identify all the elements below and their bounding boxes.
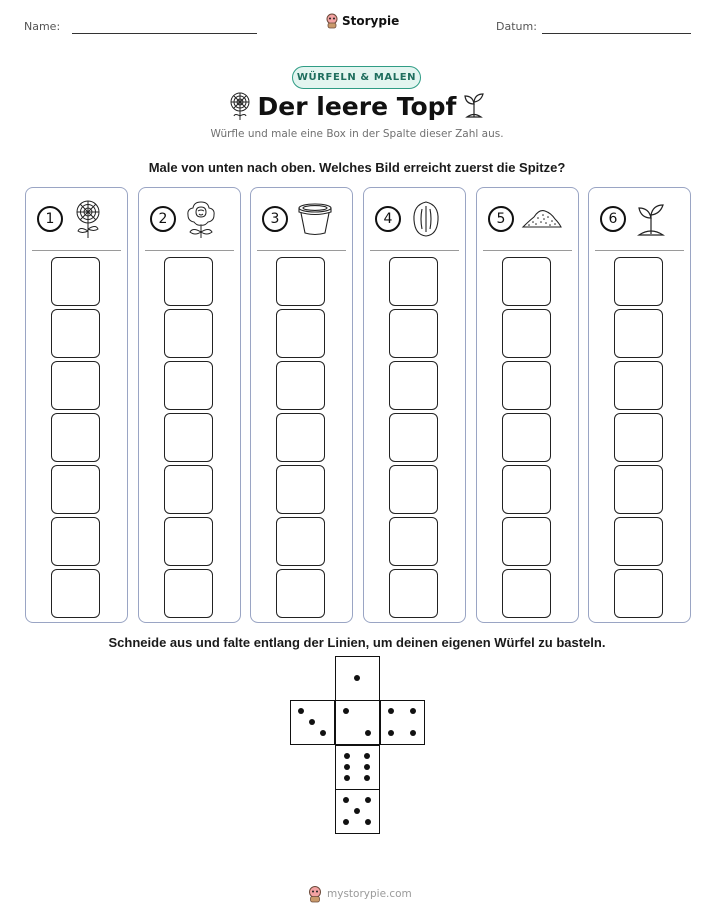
- color-box[interactable]: [502, 569, 551, 618]
- die-pip: [344, 764, 350, 770]
- die-face-5: [335, 789, 380, 834]
- chrysanthemum-flower-icon: [70, 199, 106, 239]
- column-2: [138, 187, 241, 623]
- color-box[interactable]: [502, 257, 551, 306]
- footer: [307, 885, 412, 903]
- color-box[interactable]: [389, 413, 438, 462]
- column-number: 3: [262, 206, 288, 232]
- column-divider: [483, 250, 572, 251]
- color-box[interactable]: [502, 413, 551, 462]
- color-box[interactable]: [276, 569, 325, 618]
- die-face-3: [290, 700, 335, 745]
- color-box[interactable]: [502, 309, 551, 358]
- column-header: [251, 188, 352, 250]
- color-box[interactable]: [51, 309, 100, 358]
- peony-flower-icon: [183, 199, 219, 239]
- column-number: 6: [600, 206, 626, 232]
- column-header: [364, 188, 465, 250]
- color-box[interactable]: [51, 361, 100, 410]
- name-label: Name:: [24, 20, 61, 33]
- page-subtitle: Würfle und male eine Box in der Spalte dieser Zahl aus.: [210, 128, 504, 140]
- column-number: 4: [375, 206, 401, 232]
- color-box[interactable]: [276, 517, 325, 566]
- color-box[interactable]: [51, 257, 100, 306]
- color-box[interactable]: [276, 257, 325, 306]
- color-box[interactable]: [614, 569, 663, 618]
- color-box[interactable]: [614, 309, 663, 358]
- color-box[interactable]: [164, 569, 213, 618]
- storypie-mascot-icon: [325, 13, 339, 29]
- column-3: [250, 187, 353, 623]
- column-divider: [370, 250, 459, 251]
- die-pip: [343, 708, 349, 714]
- column-6: [588, 187, 691, 623]
- column-4: [363, 187, 466, 623]
- color-box[interactable]: [164, 465, 213, 514]
- column-header: [139, 188, 240, 250]
- color-box[interactable]: [164, 257, 213, 306]
- color-box[interactable]: [502, 517, 551, 566]
- storypie-logo: [325, 13, 399, 29]
- instruction-bottom: Schneide aus und falte entlang der Linien, um deinen eigenen Würfel zu basteln.: [108, 635, 606, 650]
- color-box[interactable]: [51, 517, 100, 566]
- column-number: 1: [37, 206, 63, 232]
- instruction-top: Male von unten nach oben. Welches Bild erreicht zuerst die Spitze?: [148, 160, 566, 175]
- die-pip: [354, 808, 360, 814]
- die-pip: [410, 730, 416, 736]
- die-face-4: [380, 700, 425, 745]
- die-pip: [365, 819, 371, 825]
- color-box[interactable]: [389, 257, 438, 306]
- color-box[interactable]: [51, 413, 100, 462]
- column-divider: [32, 250, 121, 251]
- date-line[interactable]: [542, 33, 691, 34]
- color-box[interactable]: [614, 257, 663, 306]
- color-box[interactable]: [614, 465, 663, 514]
- color-box[interactable]: [276, 413, 325, 462]
- column-header: [26, 188, 127, 250]
- column-header: [589, 188, 690, 250]
- color-box[interactable]: [276, 361, 325, 410]
- die-pip: [364, 775, 370, 781]
- die-pip: [364, 753, 370, 759]
- die-pip: [388, 730, 394, 736]
- color-box[interactable]: [614, 413, 663, 462]
- column-header: [477, 188, 578, 250]
- color-box[interactable]: [389, 569, 438, 618]
- die-pip: [343, 797, 349, 803]
- color-box[interactable]: [276, 309, 325, 358]
- soil-pile-icon: [521, 199, 563, 239]
- storypie-mascot-icon: [307, 885, 323, 903]
- die-pip: [410, 708, 416, 714]
- die-pip: [344, 753, 350, 759]
- die-pip: [364, 764, 370, 770]
- die-pip: [365, 730, 371, 736]
- color-box[interactable]: [164, 361, 213, 410]
- column-divider: [145, 250, 234, 251]
- date-label: Datum:: [496, 20, 537, 33]
- column-divider: [595, 250, 684, 251]
- column-5: [476, 187, 579, 623]
- die-pip: [343, 819, 349, 825]
- die-pip: [320, 730, 326, 736]
- die-pip: [388, 708, 394, 714]
- die-face-2: [335, 700, 380, 745]
- color-box[interactable]: [164, 309, 213, 358]
- flower-pot-icon: [295, 199, 335, 239]
- page-title: Der leere Topf: [257, 92, 457, 121]
- die-pip: [298, 708, 304, 714]
- color-box[interactable]: [51, 569, 100, 618]
- color-box[interactable]: [389, 517, 438, 566]
- column-1: [25, 187, 128, 623]
- die-pip: [365, 797, 371, 803]
- column-number: 2: [150, 206, 176, 232]
- name-line[interactable]: [72, 33, 257, 34]
- color-box[interactable]: [164, 413, 213, 462]
- footer-url[interactable]: mystorypie.com: [327, 888, 412, 900]
- die-face-1: [335, 656, 380, 701]
- sprout-icon: [633, 199, 669, 239]
- die-pip: [309, 719, 315, 725]
- color-box[interactable]: [276, 465, 325, 514]
- color-box[interactable]: [389, 465, 438, 514]
- color-box[interactable]: [164, 517, 213, 566]
- color-box[interactable]: [502, 465, 551, 514]
- color-box[interactable]: [389, 361, 438, 410]
- column-number: 5: [488, 206, 514, 232]
- column-divider: [257, 250, 346, 251]
- sprout-title-icon: [462, 91, 486, 119]
- activity-badge: WÜRFELN & MALEN: [292, 66, 421, 89]
- color-box[interactable]: [614, 361, 663, 410]
- color-box[interactable]: [614, 517, 663, 566]
- die-face-6: [335, 745, 380, 790]
- color-box[interactable]: [51, 465, 100, 514]
- die-pip: [344, 775, 350, 781]
- seed-icon: [408, 199, 444, 239]
- color-box[interactable]: [502, 361, 551, 410]
- color-box[interactable]: [389, 309, 438, 358]
- die-pip: [354, 675, 360, 681]
- logo-text: Storypie: [342, 14, 400, 28]
